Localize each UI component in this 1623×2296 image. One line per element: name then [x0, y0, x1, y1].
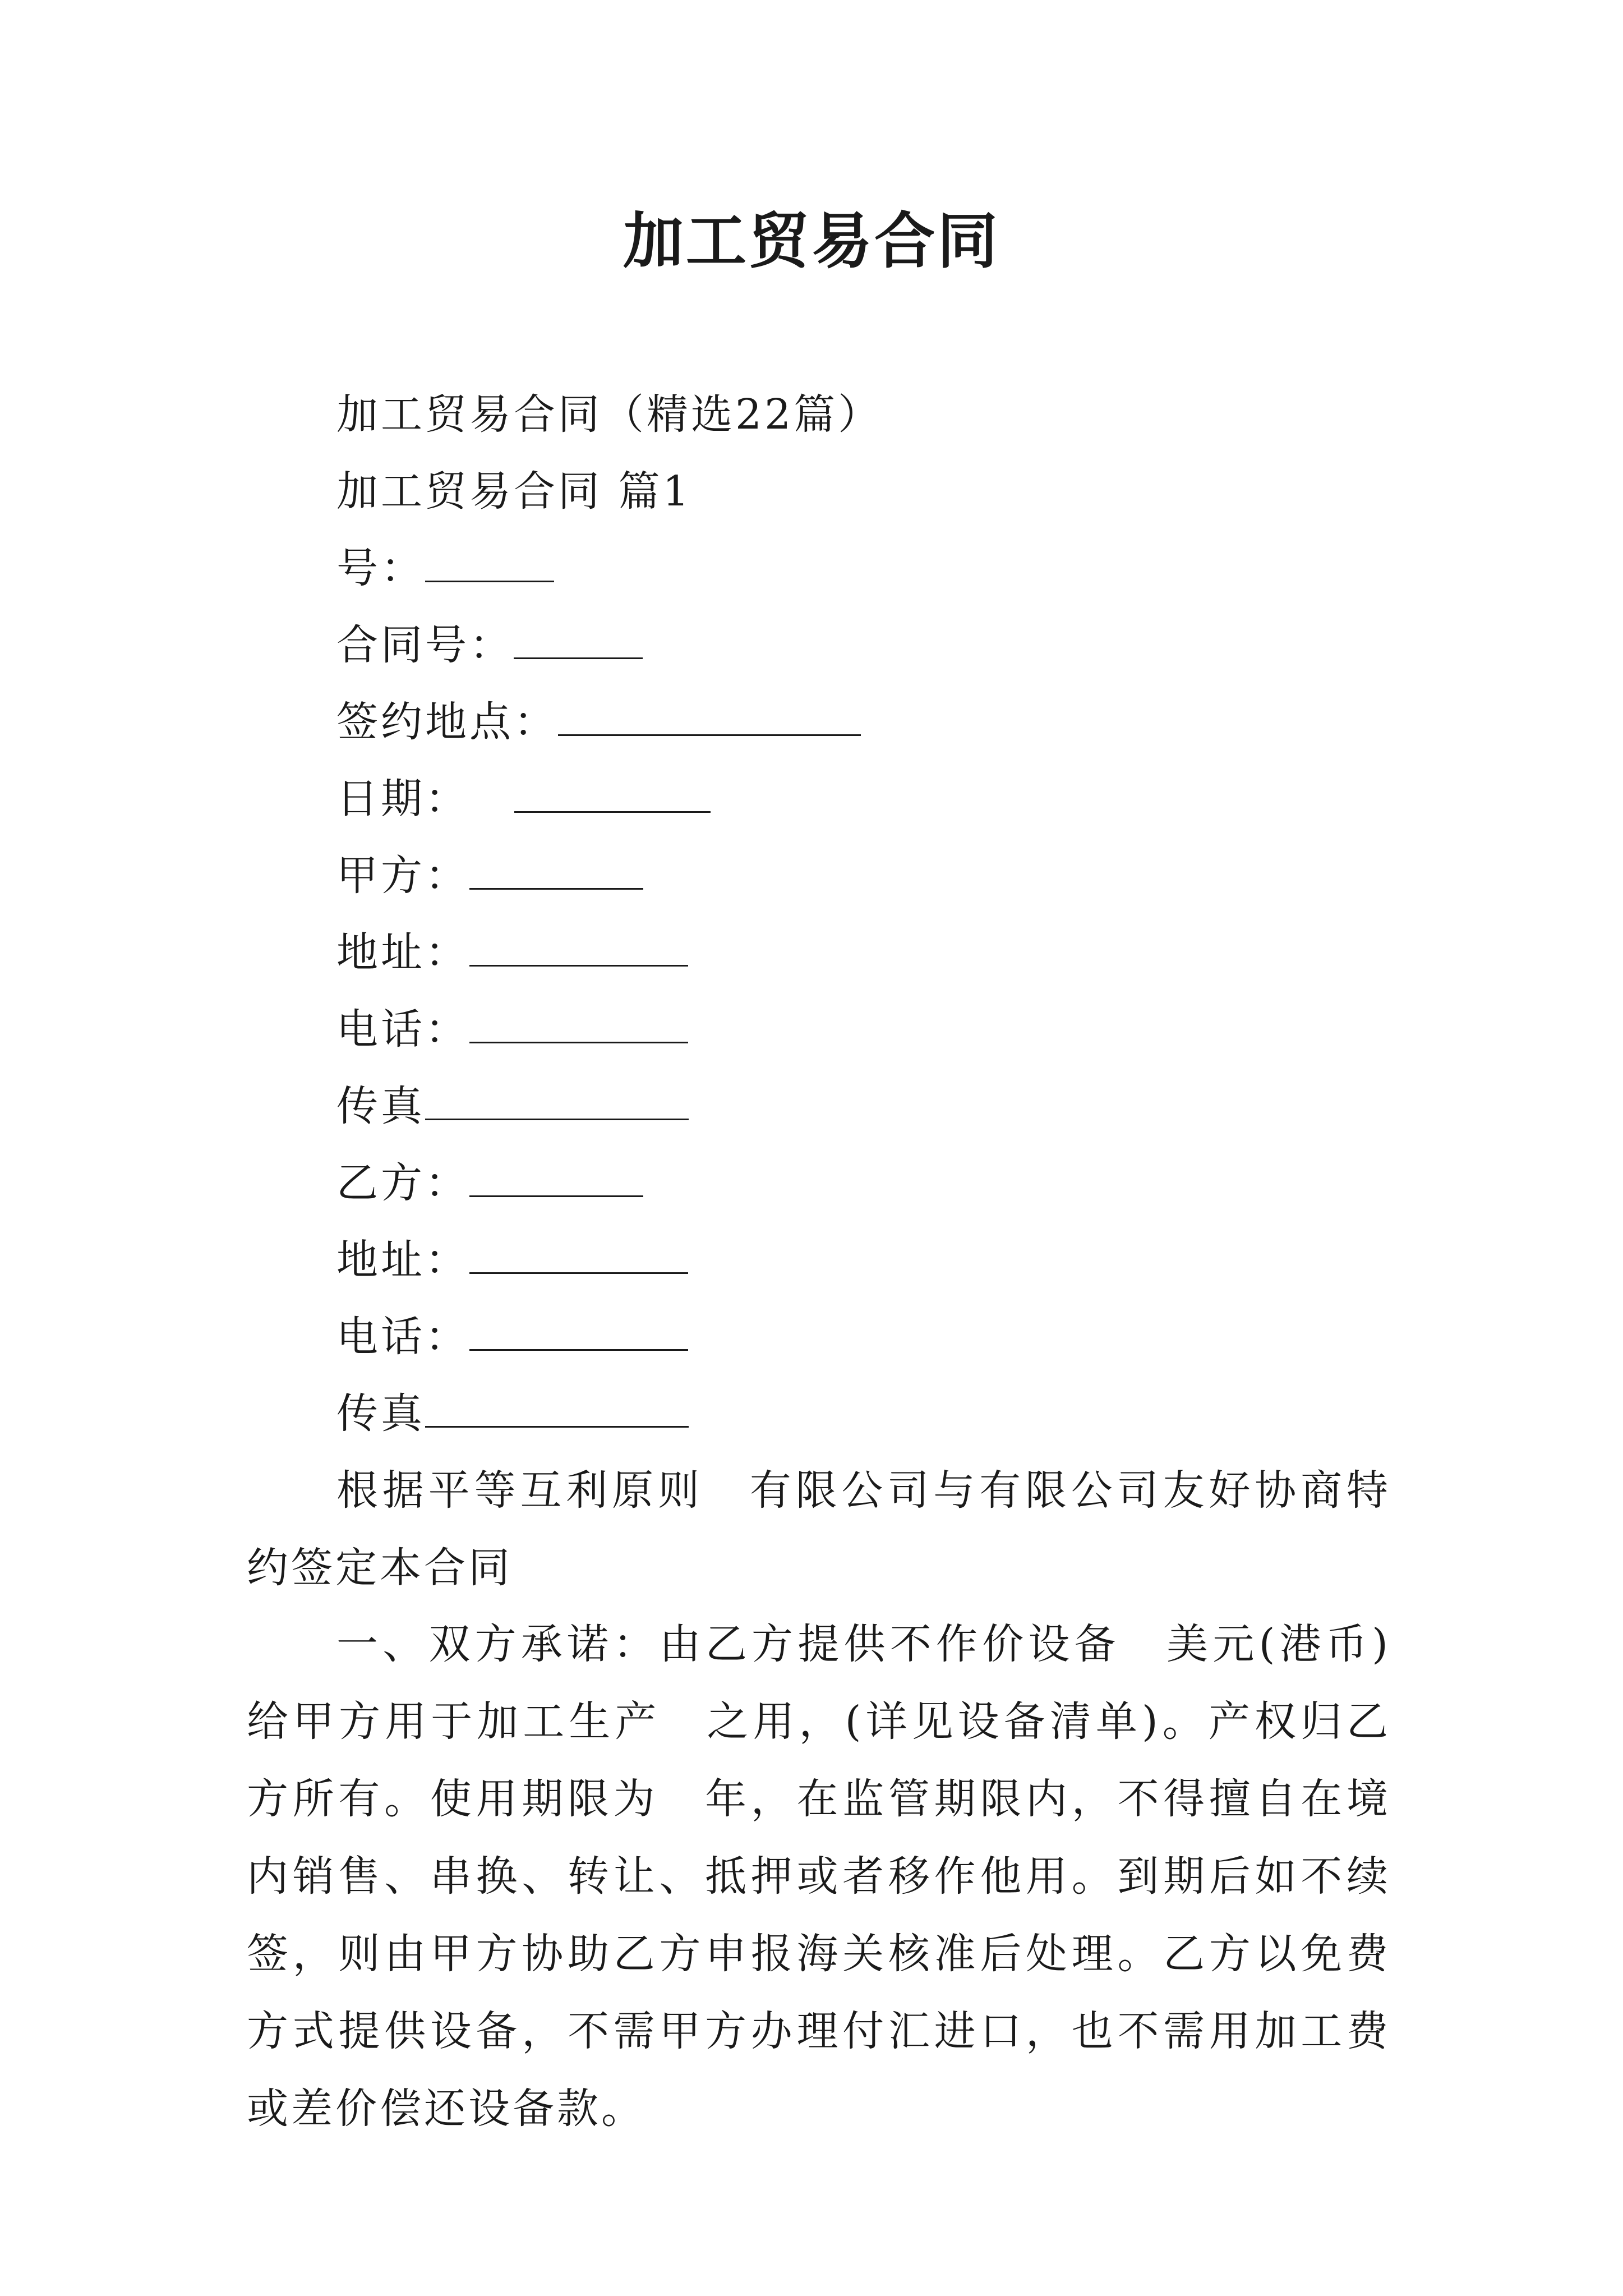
field-label: 传真	[336, 1082, 425, 1130]
field-party-b	[336, 1144, 643, 1222]
blank-line	[469, 1312, 688, 1351]
field-party-b-phone	[336, 1298, 688, 1375]
blank-line	[425, 1082, 689, 1120]
field-signing-place	[336, 683, 861, 761]
blank-line	[558, 697, 861, 736]
field-party-a-phone	[336, 991, 688, 1068]
blank-line	[425, 544, 554, 582]
blank-line	[514, 620, 643, 659]
field-number	[336, 530, 554, 607]
subtitle: 加工贸易合同（精选22篇）	[336, 390, 883, 439]
blank-line	[469, 928, 688, 967]
field-label: 日期：	[336, 775, 469, 823]
field-party-b-fax	[336, 1375, 689, 1452]
field-label: 地址：	[336, 1236, 469, 1284]
field-party-b-address	[336, 1221, 688, 1299]
document-title: 加工贸易合同	[623, 206, 1000, 277]
field-party-a-address	[336, 914, 688, 991]
section-heading: 加工贸易合同 篇1	[336, 467, 692, 516]
field-label: 号：	[336, 544, 425, 592]
field-contract-number	[336, 606, 643, 684]
paragraph-preamble: 根据平等互利原则 有限公司与有限公司友好协商特约签定本合同	[247, 1466, 1391, 1592]
field-label: 电话：	[336, 1005, 469, 1053]
blank-line	[469, 1005, 688, 1043]
paragraph-clause-1: 一、双方承诺：由乙方提供不作价设备 美元(港币)给甲方用于加工生产 之用，(详见设备清单)。产权归乙方所有。使用期限为 年，在监管期限内，不得擅自在境内销售、串换、转让、抵押或者移作他用。到期后如不续签，则由甲方协助乙方申报海关核准后处理。乙方以免费方式提供设备，不需甲方办理付汇进口，也不需用加工费或差价偿还设备款。	[247, 1620, 1391, 2133]
blank-line	[469, 1235, 688, 1274]
blank-line	[469, 851, 643, 890]
blank-line	[514, 774, 711, 813]
field-label: 甲方：	[336, 852, 469, 900]
field-label: 传真	[336, 1389, 425, 1438]
blank-line	[469, 1158, 643, 1197]
field-party-a-fax	[336, 1068, 689, 1145]
field-party-a	[336, 837, 643, 914]
field-label: 电话：	[336, 1313, 469, 1361]
field-label: 合同号：	[336, 621, 514, 669]
field-label: 签约地点：	[336, 698, 558, 746]
field-label: 地址：	[336, 928, 469, 977]
blank-line	[425, 1389, 689, 1428]
field-label: 乙方：	[336, 1159, 469, 1207]
field-date	[336, 760, 711, 838]
